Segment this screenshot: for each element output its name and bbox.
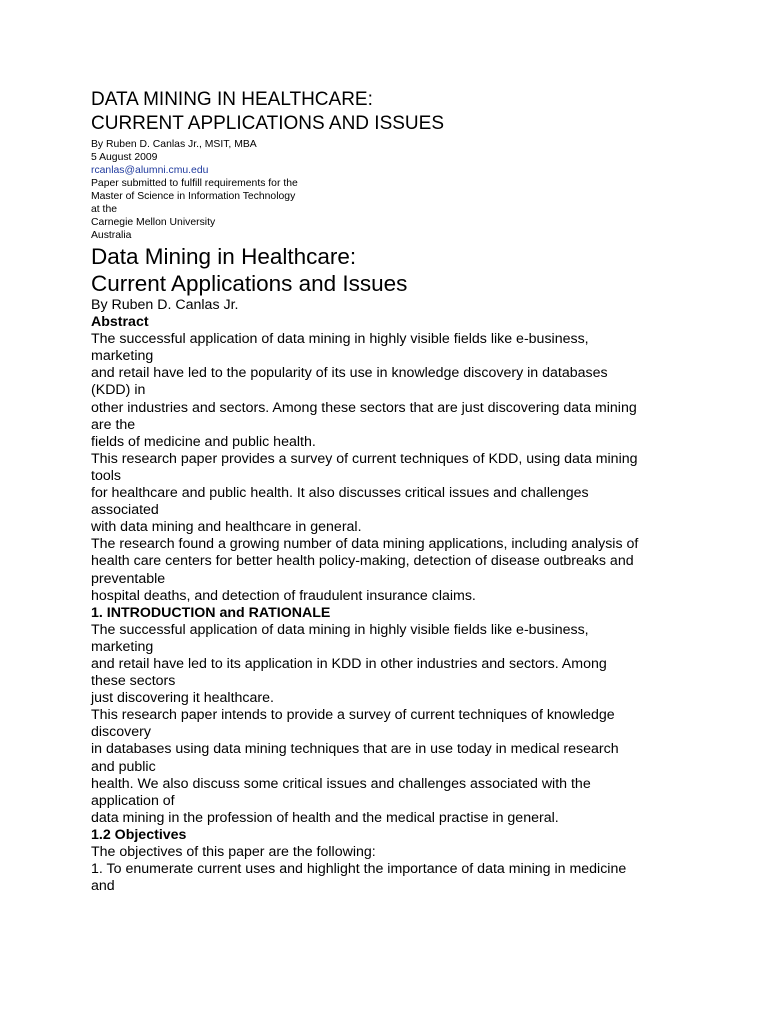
- author-email-link[interactable]: rcanlas@alumni.cmu.edu: [91, 165, 209, 176]
- second-title-line-2: Current Applications and Issues: [91, 271, 408, 296]
- paper-meta: [91, 138, 731, 242]
- abstract-line: marketing: [91, 348, 154, 365]
- abstract-line: associated: [91, 502, 159, 519]
- document-page: [91, 88, 731, 895]
- abstract-line: hospital deaths, and detection of fraudulent insurance claims.: [91, 587, 476, 604]
- abstract-line: health care centers for better health policy-making, detection of disease outbreaks and: [91, 553, 634, 570]
- introduction-line: application of: [91, 792, 175, 809]
- introduction-line: This research paper intends to provide a survey of current techniques of knowledge: [91, 707, 615, 724]
- objectives-line: 1. To enumerate current uses and highlight the importance of data mining in medicine: [91, 861, 627, 878]
- abstract-line: preventable: [91, 570, 166, 587]
- introduction-heading: 1. INTRODUCTION and RATIONALE: [91, 604, 331, 621]
- paper-title-line-1: DATA MINING IN HEALTHCARE:: [91, 89, 373, 110]
- objectives-heading: 1.2 Objectives: [91, 826, 187, 843]
- abstract-line: other industries and sectors. Among these sectors that are just discovering data mining: [91, 399, 637, 416]
- publication-date: 5 August 2009: [91, 152, 158, 163]
- introduction-line: in databases using data mining techniques that are in use today in medical research: [91, 741, 619, 758]
- abstract-line: fields of medicine and public health.: [91, 433, 316, 450]
- abstract-line: tools: [91, 467, 121, 484]
- objectives-line: and: [91, 878, 115, 895]
- second-title-line-1: Data Mining in Healthcare:: [91, 244, 357, 269]
- introduction-line: and public: [91, 758, 156, 775]
- abstract-line: The research found a growing number of data mining applications, including analysis of: [91, 536, 639, 553]
- abstract-line: are the: [91, 416, 136, 433]
- introduction-line: The successful application of data mining in highly visible fields like e-business,: [91, 621, 589, 638]
- introduction-line: and retail have led to its application in KDD in other industries and sectors. Among: [91, 655, 607, 672]
- abstract-heading: Abstract: [91, 314, 149, 331]
- paper-title-line-2: CURRENT APPLICATIONS AND ISSUES: [91, 113, 444, 134]
- objectives-line: The objectives of this paper are the following:: [91, 844, 376, 860]
- submission-line-2: Master of Science in Information Technology: [91, 191, 296, 202]
- second-byline: By Ruben D. Canlas Jr.: [91, 297, 239, 313]
- abstract-line: (KDD) in: [91, 382, 146, 399]
- submission-line-1: Paper submitted to fulfill requirements for the: [91, 178, 298, 189]
- second-title: [91, 243, 731, 297]
- submission-line-4: Carnegie Mellon University: [91, 217, 216, 228]
- paper-body: [91, 297, 731, 895]
- submission-line-3: at the: [91, 204, 117, 215]
- abstract-line: and retail have led to the popularity of its use in knowledge discovery in databases: [91, 365, 608, 382]
- abstract-line: with data mining and healthcare in general.: [91, 519, 362, 536]
- introduction-line: data mining in the profession of health and the medical practise in general.: [91, 809, 559, 826]
- introduction-line: just discovering it healthcare.: [91, 690, 274, 707]
- introduction-line: discovery: [91, 724, 151, 741]
- abstract-line: The successful application of data mining in highly visible fields like e-business,: [91, 331, 589, 348]
- submission-line-5: Australia: [91, 230, 132, 241]
- paper-title: [91, 88, 731, 136]
- introduction-line: health. We also discuss some critical issues and challenges associated with the: [91, 775, 591, 792]
- introduction-line: these sectors: [91, 673, 176, 690]
- abstract-line: for healthcare and public health. It also discusses critical issues and challenges: [91, 485, 589, 502]
- abstract-line: This research paper provides a survey of current techniques of KDD, using data mining: [91, 450, 638, 467]
- author-byline: By Ruben D. Canlas Jr., MSIT, MBA: [91, 139, 257, 150]
- introduction-line: marketing: [91, 638, 154, 655]
